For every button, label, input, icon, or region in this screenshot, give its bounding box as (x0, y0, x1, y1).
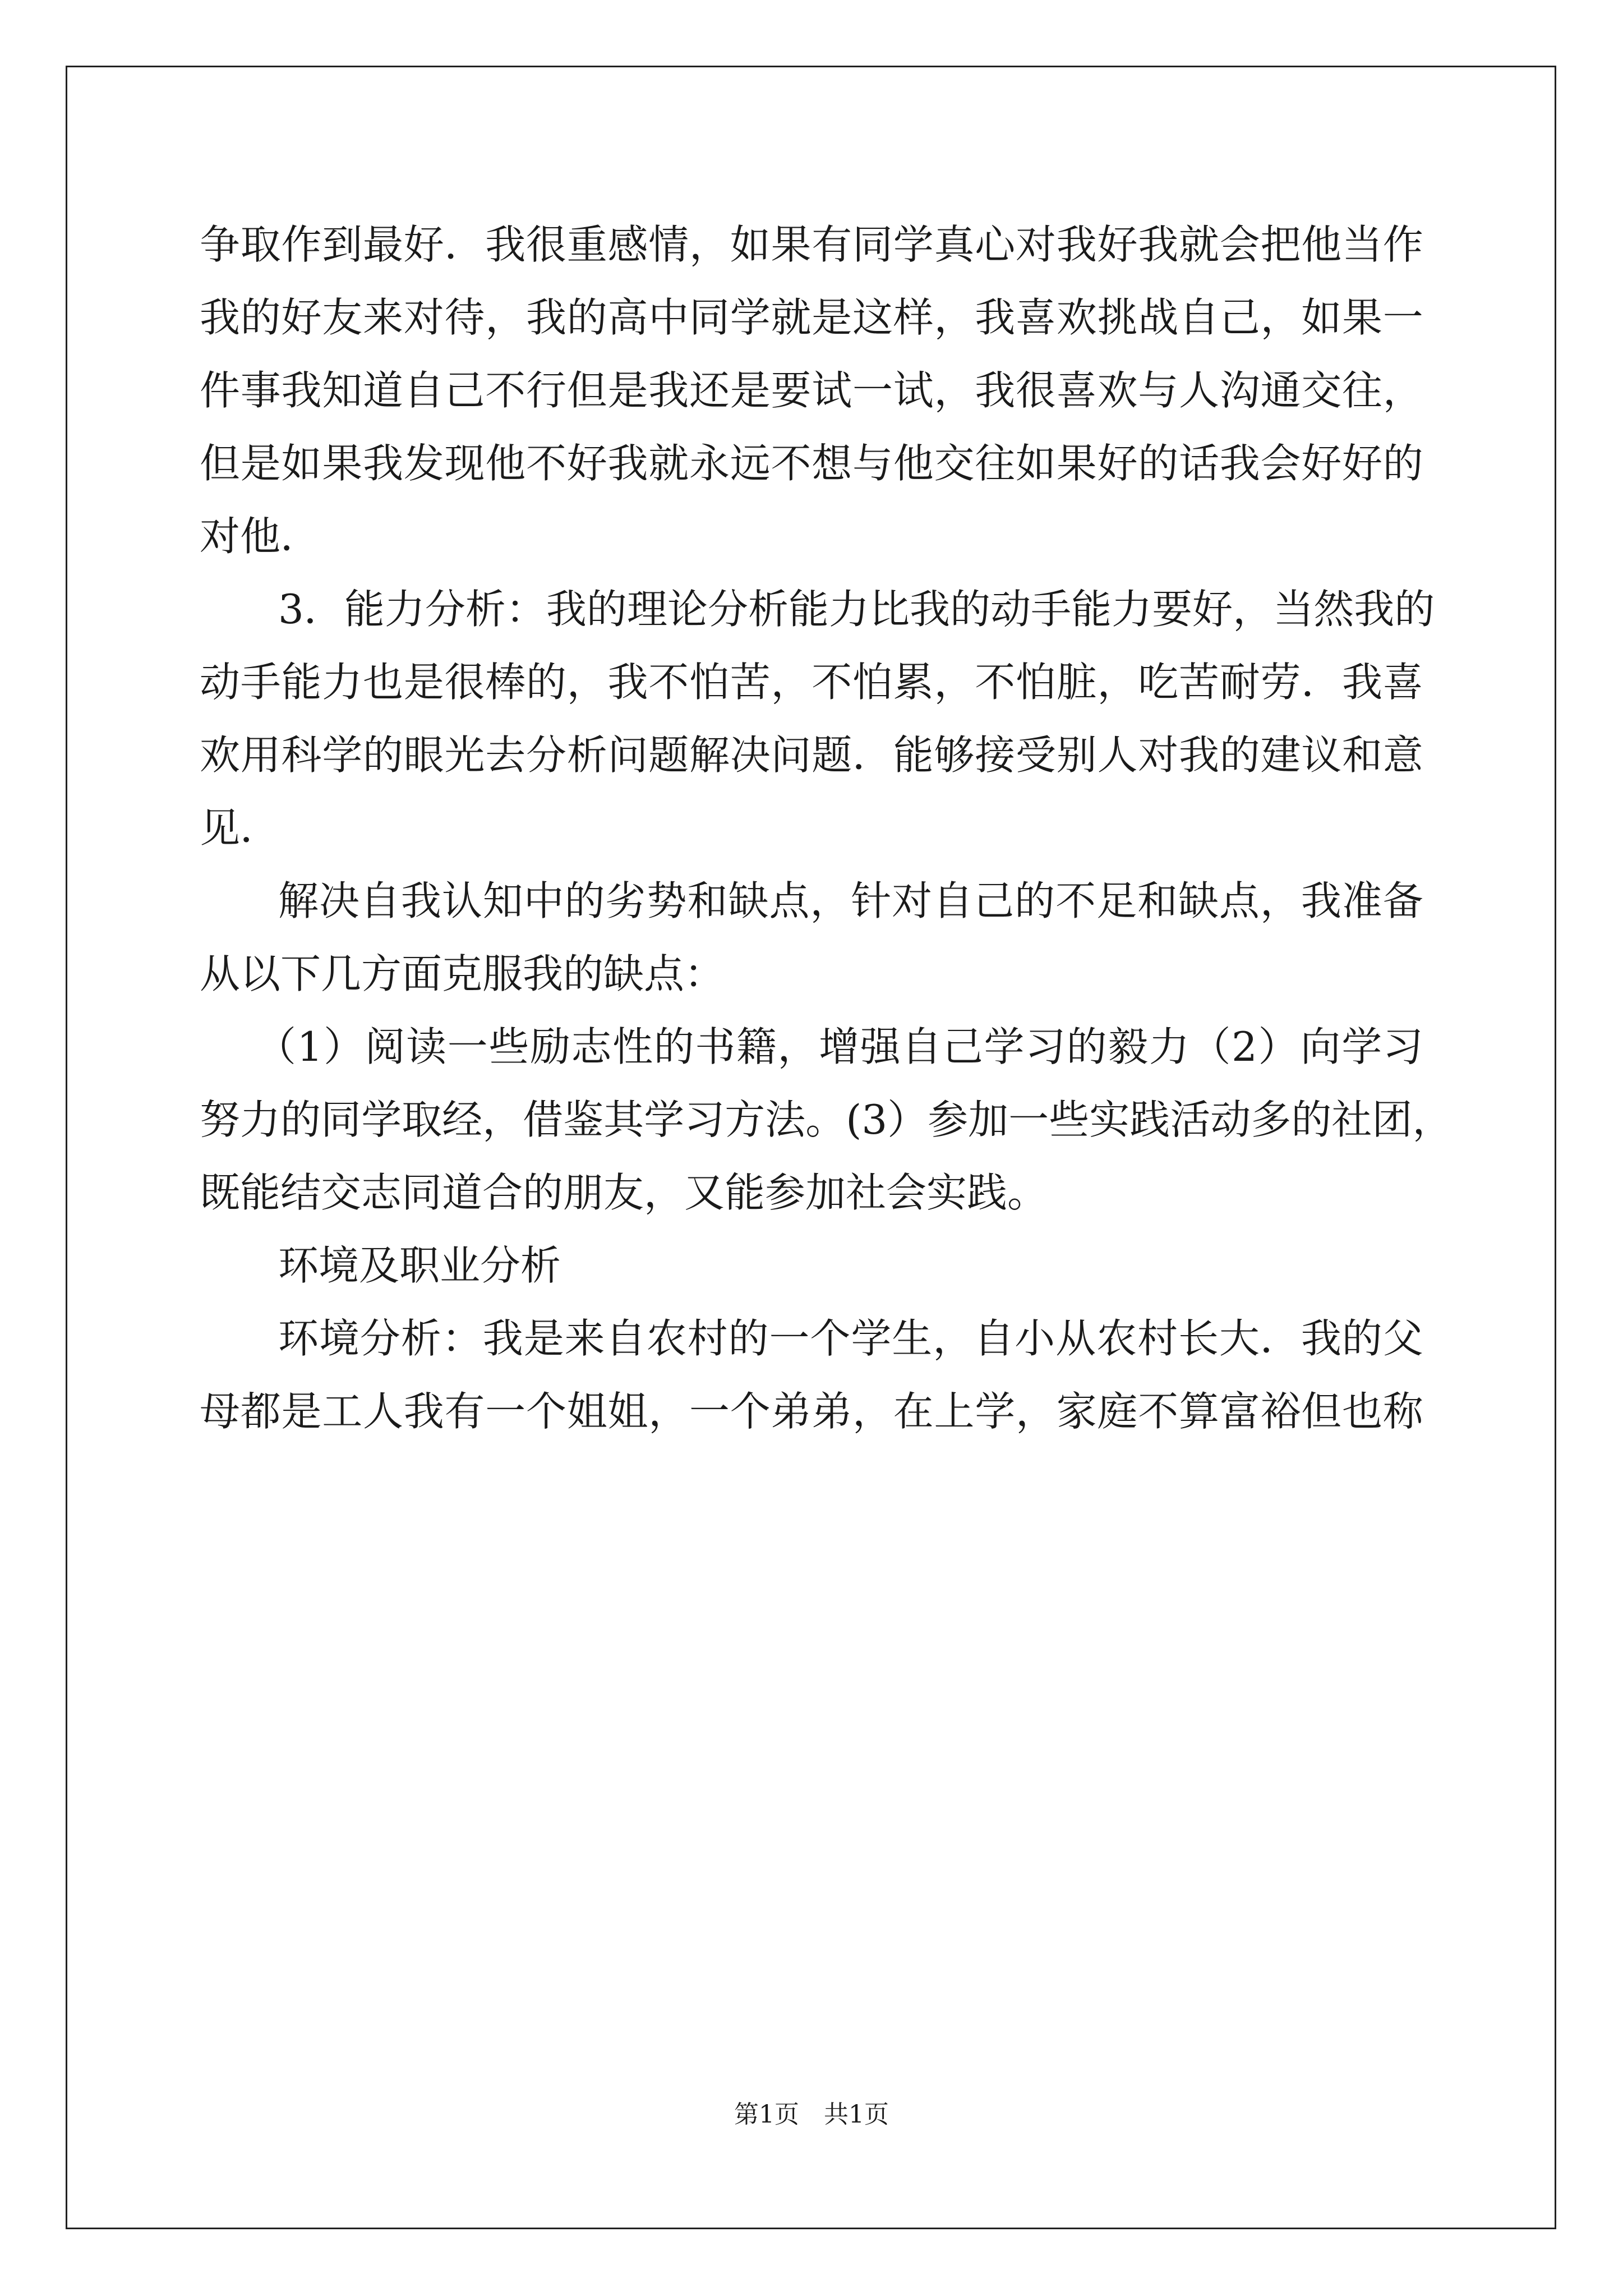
text-line: 既能结交志同道合的朋友，又能参加社会实践。 (200, 1169, 1048, 1216)
text-line: 但 是 如 果 我 发 现 他 不 好 我 就 永 远 不 想 与 他 交 往 如 果 好 的 话 我 会 好 好 的 (200, 440, 1423, 487)
text-line: 我 的 好 友 来 对 待 ， 我 的 高 中 同 学 就 是 这 样 ， 我 喜 欢 挑 战 自 己 ， 如 果 一 (200, 294, 1423, 341)
text-line: 欢 用 科 学 的 眼 光 去 分 析 问 题 解 决 问 题 ． 能 够 接 受 别 人 对 我 的 建 议 和 意 (200, 731, 1423, 779)
text-line: 见． (200, 804, 281, 852)
text-line: 争 取 作 到 最 好 ． 我 很 重 感 情 ， 如 果 有 同 学 真 心 对 我 好 我 就 会 把 他 当 作 (200, 221, 1423, 268)
text-line: 3 ． 能 力 分 析 ： 我 的 理 论 分 析 能 力 比 我 的 动 手 能 力 要 好 ， 当 然 我 的 (278, 586, 1435, 633)
page-number: 第1页 共1页 (734, 2100, 889, 2129)
text-line: 件 事 我 知 道 自 己 不 行 但 是 我 还 是 要 试 一 试 ， 我 很 喜 欢 与 人 沟 通 交 往 ， (200, 367, 1423, 414)
text-line: 环 境 分 析 ： 我 是 来 自 农 村 的 一 个 学 生 ， 自 小 从 农 村 长 大 ． 我 的 父 (278, 1315, 1423, 1362)
text-line: 从以下几方面克服我的缺点： (200, 950, 725, 997)
text-line: 动 手 能 力 也 是 很 棒 的 ， 我 不 怕 苦 ， 不 怕 累 ， 不 怕 脏 ， 吃 苦 耐 劳 ． 我 喜 (200, 659, 1423, 706)
text-line: 母 都 是 工 人 我 有 一 个 姐 姐 ， 一 个 弟 弟 ， 在 上 学 ， 家 庭 不 算 富 裕 但 也 称 (200, 1388, 1423, 1435)
text-line: 对他． (200, 513, 321, 560)
text-line: 解 决 自 我 认 知 中 的 劣 势 和 缺 点 ， 针 对 自 己 的 不 足 和 缺 点 ， 我 准 备 (278, 877, 1423, 924)
text-line: （ 1 ） 阅 读 一 些 励 志 性 的 书 籍 ， 增 强 自 己 学 习 的 毅 力 （ 2 ） 向 学 习 (256, 1023, 1423, 1070)
section-heading: 环境及职业分析 (278, 1242, 561, 1289)
text-line: 努 力 的 同 学 取 经 ， 借 鉴 其 学 习 方 法 。 ( 3 ） 参 加 一 些 实 践 活 动 多 的 社 团 ， (200, 1096, 1453, 1143)
